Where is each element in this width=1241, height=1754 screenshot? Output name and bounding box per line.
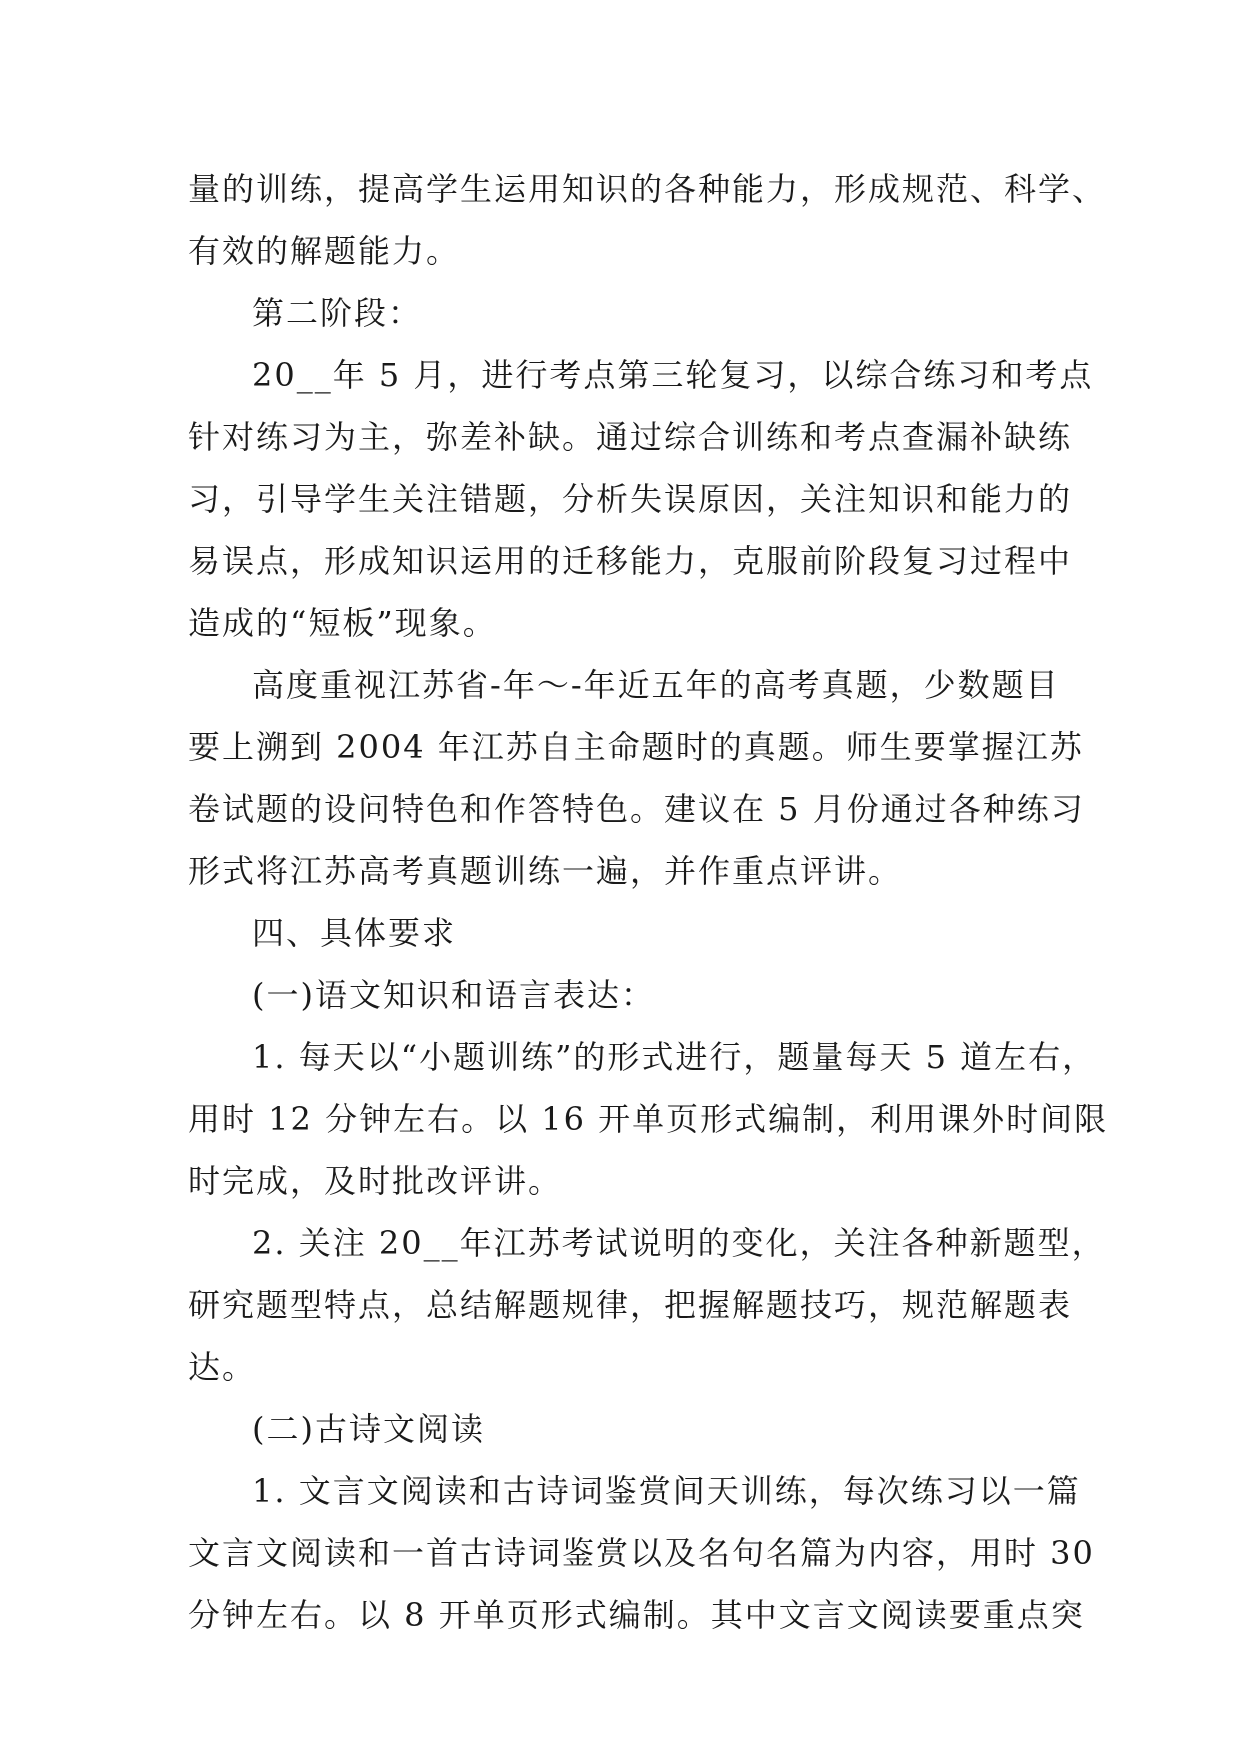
text-line: 用时 12 分钟左右。以 16 开单页形式编制，利用课外时间限 <box>188 1100 1109 1138</box>
text-line: 研究题型特点，总结解题规律，把握解题技巧，规范解题表 <box>188 1286 1073 1324</box>
text-line: 文言文阅读和一首古诗词鉴赏以及名句名篇为内容，用时 30 <box>188 1534 1095 1572</box>
text-line: 20__年 5 月，进行考点第三轮复习，以综合练习和考点 <box>252 356 1094 394</box>
text-line: 造成的“短板”现象。 <box>188 604 497 642</box>
text-line: 针对练习为主，弥差补缺。通过综合训练和考点查漏补缺练 <box>188 418 1073 456</box>
text-line: 分钟左右。以 8 开单页形式编制。其中文言文阅读要重点突 <box>188 1596 1085 1634</box>
text-line: 量的训练，提高学生运用知识的各种能力，形成规范、科学、 <box>188 170 1107 208</box>
text-line: 1. 每天以“小题训练”的形式进行，题量每天 5 道左右， <box>252 1038 1097 1076</box>
text-line: 习，引导学生关注错题，分析失误原因，关注知识和能力的 <box>188 480 1073 518</box>
text-line: 时完成，及时批改评讲。 <box>188 1162 563 1200</box>
document-body <box>188 158 1109 1646</box>
text-line: 要上溯到 2004 年江苏自主命题时的真题。师生要掌握江苏 <box>188 728 1084 766</box>
text-line: 2. 关注 20__年江苏考试说明的变化，关注各种新题型， <box>252 1224 1106 1262</box>
text-line: 卷试题的设问特色和作答特色。建议在 5 月份通过各种练习 <box>188 790 1085 828</box>
text-line: 1. 文言文阅读和古诗词鉴赏间天训练，每次练习以一篇 <box>252 1472 1081 1510</box>
section-heading: 四、具体要求 <box>252 914 457 952</box>
text-line: 高度重视江苏省-年～-年近五年的高考真题，少数题目 <box>252 666 1060 704</box>
section-heading: 第二阶段： <box>252 294 423 332</box>
subsection-heading: (一)语文知识和语言表达： <box>252 976 655 1014</box>
text-line: 易误点，形成知识运用的迁移能力，克服前阶段复习过程中 <box>188 542 1073 580</box>
text-line: 达。 <box>188 1348 257 1386</box>
text-line: 形式将江苏高考真题训练一遍，并作重点评讲。 <box>188 852 903 890</box>
text-line: 有效的解题能力。 <box>188 232 461 270</box>
subsection-heading: (二)古诗文阅读 <box>252 1410 485 1448</box>
